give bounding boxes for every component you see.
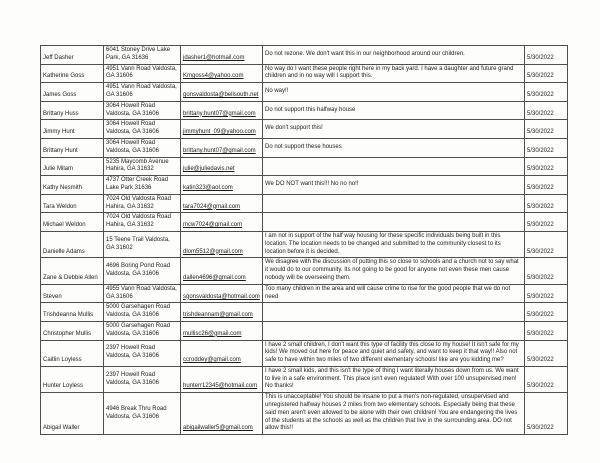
commenter-address: 7024 Old Valdosta Road Hahira, GA 31632 [104,213,181,232]
commenter-name: Julie Milam [41,157,104,176]
email-link[interactable]: katin323@aol.com [183,184,233,191]
comment-text: Do not support this halfway house [263,101,525,120]
comment-text [263,303,525,322]
commenter-email-cell [181,64,263,83]
email-link[interactable]: abigailwaller5@gmail.com [183,425,253,432]
email-link[interactable]: brittany.hunt07@gmail.com [183,147,256,154]
comments-table-body [41,46,568,435]
table-row [41,138,568,157]
comment-date: 5/30/2022 [525,176,568,195]
commenter-email-cell [181,46,263,65]
comment-text [263,157,525,176]
email-link[interactable]: dallen4696@gmail.com [183,274,246,281]
commenter-address: 4951 Vann Road Valdosta, GA 31606 [104,64,181,83]
public-comments-table [40,45,568,435]
comment-text: We DO NOT want this!!! No no no!! [263,176,525,195]
commenter-address: 3064 Howell Road Valdosta, GA 31606 [104,138,181,157]
comment-date: 5/30/2022 [525,194,568,213]
comment-date: 5/30/2022 [525,258,568,284]
commenter-address: 5000 Garsehagen Road Valdosta, GA 31606 [104,303,181,322]
commenter-name: Katherine Goss [41,64,104,83]
commenter-email-cell [181,157,263,176]
comment-date: 5/30/2022 [525,213,568,232]
commenter-address: 4696 Boring Pond Road Valdosta, GA 31606 [104,258,181,284]
comment-date: 5/30/2022 [525,101,568,120]
commenter-name: Caitlin Loyless [41,340,104,366]
commenter-email-cell [181,101,263,120]
commenter-name: Brittany Huss [41,101,104,120]
commenter-address: 4955 Vann Road Valdosta, GA 31606 [104,284,181,303]
table-row [41,303,568,322]
email-link[interactable]: brittany.hunt07@gmail.com [183,110,256,117]
email-link[interactable]: Kmgoss4@yahoo.com [183,73,244,80]
commenter-email-cell [181,321,263,340]
table-row [41,64,568,83]
comment-date: 5/30/2022 [525,321,568,340]
commenter-address: 6041 Stoney Drive Lake Park, GA 31636 [104,46,181,65]
commenter-email-cell [181,284,263,303]
comment-text: Do not rezone. We don't want this in our neighborhood around our children. [263,46,525,65]
email-link[interactable]: jimmyhunt_09@yahoo.com [183,129,256,136]
comment-date: 5/30/2022 [525,64,568,83]
comment-date: 5/30/2022 [525,138,568,157]
commenter-name: Brittany Hunt [41,138,104,157]
commenter-address: 4951 Vann Road Valdosta, GA 31606 [104,83,181,102]
commenter-name: Kathy Nesmith [41,176,104,195]
commenter-name: Zane & Debbie Allen [41,258,104,284]
commenter-email-cell [181,231,263,257]
commenter-name: Christopher Mullis [41,321,104,340]
table-row [41,284,568,303]
commenter-name: Michael Weldon [41,213,104,232]
table-row [41,366,568,392]
commenter-name: Abigail Waller [41,393,104,435]
email-link[interactable]: julie@juliedavis.net [183,166,235,173]
email-link[interactable]: mullisc26@gmail.com [183,330,242,337]
email-link[interactable]: hunterr12345@hotmail.com [183,383,258,390]
commenter-name: Trishdeanna Mullis [41,303,104,322]
comment-date: 5/30/2022 [525,284,568,303]
commenter-name: Danielle Adams [41,231,104,257]
email-link[interactable]: gonsvaldosta@bellsouth.net [183,91,259,98]
commenter-email-cell [181,194,263,213]
comment-text: Do not support these houses [263,138,525,157]
comment-date: 5/30/2022 [525,393,568,435]
table-row [41,157,568,176]
commenter-address: 2397 Howell Road Valdosta, GA 31606 [104,366,181,392]
commenter-email-cell [181,258,263,284]
commenter-address: 15 Teene Trail Valdosta, GA 31602 [104,231,181,257]
comment-text [263,194,525,213]
commenter-address: 7024 Old Valdosta Road Hahira, GA 31632 [104,194,181,213]
comment-date: 5/30/2022 [525,340,568,366]
commenter-address: 2397 Howell Road Valdosta, GA 31606 [104,340,181,366]
email-link[interactable]: dlom5512@gmail.com [183,248,243,255]
commenter-email-cell [181,393,263,435]
comment-text: I have 2 small children, I don't want this type of facility this close to my house! It isn't safe for my kids! We moved out here for peace and quiet and safety, and want to keep it that way!! Also not safe to have within two miles of two different elementary schools! like are you kidding me? [263,340,525,366]
commenter-address: 5000 Garsehagen Road Valdosta, GA 31606 [104,321,181,340]
comment-date: 5/30/2022 [525,83,568,102]
comment-date: 5/30/2022 [525,231,568,257]
commenter-name: Jimmy Hunt [41,120,104,139]
commenter-address: 3064 Howell Road Valdosta, GA 31606 [104,101,181,120]
comment-text: No way!! [263,83,525,102]
comment-date: 5/30/2022 [525,303,568,322]
comment-text [263,321,525,340]
table-row [41,120,568,139]
commenter-email-cell [181,303,263,322]
commenter-email-cell [181,83,263,102]
comment-text: We disagree with the discussion of putting this so close to schools and a church not to say what it would do to our community. Its not going to be good for anyone not even these men cause nobody will be overseeing them. [263,258,525,284]
commenter-email-cell [181,213,263,232]
comment-text: We don't support this! [263,120,525,139]
email-link[interactable]: ccroddey@gmail.com [183,357,241,364]
comment-text: I have 2 small kids, and this isn't the type of thing I want literally houses down from us. We want to live in a safe environment. This place isn't even regulated! With over 100 unsupervised men! No thanks! [263,366,525,392]
table-row [41,231,568,257]
table-row [41,393,568,435]
table-row [41,83,568,102]
comment-text [263,213,525,232]
commenter-name: James Goss [41,83,104,102]
table-row [41,321,568,340]
table-row [41,213,568,232]
commenter-address: 3064 Howell Road Valdosta, GA 31606 [104,120,181,139]
commenter-email-cell [181,340,263,366]
email-link[interactable]: tara7024@gmail.com [183,203,241,210]
email-link[interactable]: mcw7024@gmail.com [183,222,243,229]
table-row [41,340,568,366]
commenter-name: Hunter Loyless [41,366,104,392]
commenter-address: 4946 Break Thru Road Valdosta, GA 31606 [104,393,181,435]
email-link[interactable]: sgonsvaldosta@hotmail.com [183,293,260,300]
email-link[interactable]: trishdeannam@gmail.com [183,312,253,319]
commenter-address: 5235 Maycomb Avenue Hahira, GA 31632 [104,157,181,176]
email-link[interactable]: jdasher1@hotmail.com [183,54,245,61]
comment-text: This is unacceptable! You should be insane to put a men's non-regulated, unsupervised and unregistered halfway houses 2 miles from two elementary schools. Especially being that these said men aren't even allowed to be alone with their own children! You are endangering the lives of the students at the schools as well as the children that live in the surrounding area. DO not allow this!! [263,393,525,435]
commenter-name: Tara Weldon [41,194,104,213]
table-row [41,176,568,195]
commenter-email-cell [181,176,263,195]
comment-text: Too many children in the area and will cause crime to rise for the good people that we do not need [263,284,525,303]
commenter-email-cell [181,120,263,139]
comment-date: 5/30/2022 [525,366,568,392]
commenter-email-cell [181,366,263,392]
comment-text: No way do I want these people right here in my back yard. I have a daughter and future grand children and in no way will I support this. [263,64,525,83]
comment-text: I am not in support of the half way housing for these specific individuals being built in this location. The location needs to be changed and submitted to the community closest to its location before it is decided. [263,231,525,257]
commenter-name: Steven [41,284,104,303]
comment-date: 5/30/2022 [525,157,568,176]
table-row [41,194,568,213]
commenter-email-cell [181,138,263,157]
table-row [41,101,568,120]
table-row [41,46,568,65]
comment-date: 5/30/2022 [525,120,568,139]
table-row [41,258,568,284]
commenter-name: Jeff Dasher [41,46,104,65]
commenter-address: 4737 Otter Creek Road Lake Park 31636 [104,176,181,195]
comment-date: 5/30/2022 [525,46,568,65]
